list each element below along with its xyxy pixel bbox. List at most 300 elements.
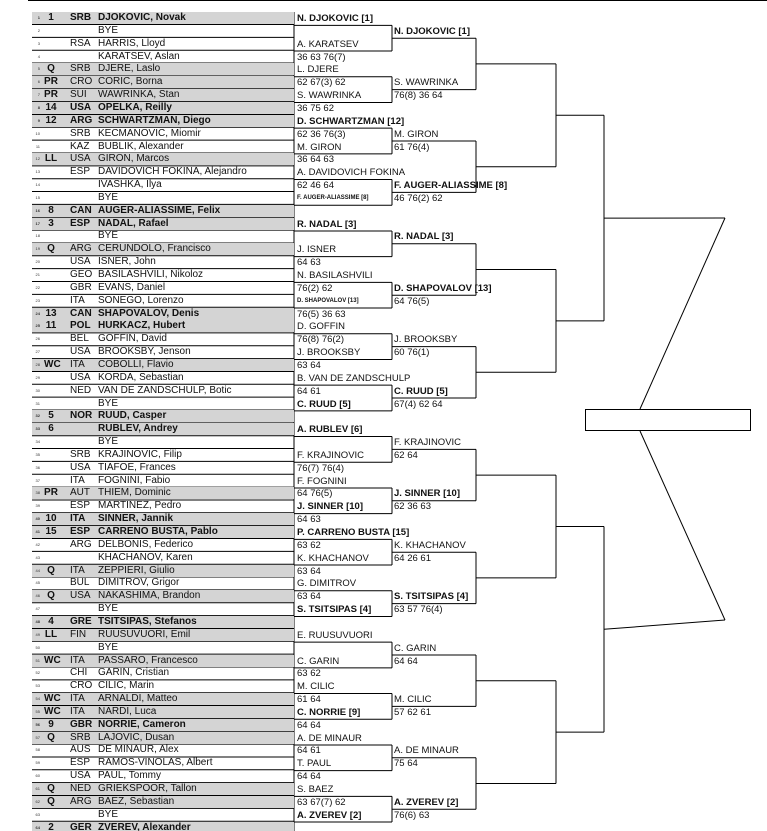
- draw-row: [32, 552, 294, 564]
- player-name: KECMANOVIC, Miomir: [98, 127, 201, 139]
- draw-position: 31: [35, 400, 40, 406]
- draw-row: [32, 423, 294, 435]
- seed-label: Q: [47, 783, 55, 794]
- country-code: GBR: [70, 281, 92, 293]
- draw-row: [32, 744, 294, 756]
- player-name: PAUL, Tommy: [98, 770, 161, 782]
- draw-row: [32, 205, 294, 217]
- draw-row: [32, 822, 294, 831]
- r3-winner: J. SINNER [10]: [394, 488, 460, 500]
- r2-score: 64 76(5): [297, 488, 333, 500]
- draw-row: [32, 12, 294, 24]
- r3-score: 63 57 76(4): [394, 604, 443, 616]
- draw-position: 16: [35, 207, 40, 213]
- country-code: ESP: [70, 217, 91, 229]
- draw-position: 32: [35, 413, 40, 419]
- r2-score: 63 62: [297, 668, 321, 680]
- r2-score: 76(5) 36 63: [297, 308, 346, 320]
- draw-position: 43: [35, 554, 40, 560]
- draw-position: 28: [35, 361, 40, 367]
- r2-score: 64 63: [297, 257, 321, 269]
- r2-winner: J. SINNER [10]: [297, 501, 363, 513]
- seed-label: PR: [44, 76, 58, 88]
- draw-position: 3: [37, 40, 40, 46]
- draw-position: 50: [35, 644, 40, 650]
- draw-row: [32, 256, 294, 268]
- player-name: RAMOS-VINOLAS, Albert: [98, 757, 213, 769]
- r3-winner: M. GIRON: [394, 128, 439, 140]
- seed-label: WC: [44, 654, 61, 666]
- r3-score: 64 26 61: [394, 552, 431, 564]
- draw-position: 45: [35, 580, 40, 586]
- player-name: RUUSUVUORI, Emil: [98, 628, 191, 640]
- r3-score: 62 36 63: [394, 501, 431, 513]
- r2-score: 63 64: [297, 565, 321, 577]
- country-code: ESP: [70, 500, 91, 512]
- draw-position: 62: [35, 798, 40, 804]
- r3-score: 75 64: [394, 758, 418, 770]
- draw-position: 59: [35, 760, 40, 766]
- draw-row: [32, 76, 294, 88]
- draw-row: [32, 796, 294, 808]
- r2-score: 62 36 76(3): [297, 128, 346, 140]
- player-name: MARTINEZ, Pedro: [98, 500, 182, 512]
- draw-position: 33: [35, 426, 40, 432]
- draw-position: 29: [35, 374, 40, 380]
- r3-score: 62 64: [394, 449, 418, 461]
- sf-line: [604, 620, 725, 629]
- draw-position: 14: [35, 182, 40, 188]
- country-code: AUT: [70, 487, 90, 499]
- player-name: GARIN, Cristian: [98, 667, 170, 679]
- draw-row: [32, 89, 294, 101]
- player-name: BYE: [98, 191, 119, 203]
- draw-row: [32, 51, 294, 63]
- r3-winner: F. KRAJINOVIC: [394, 437, 462, 449]
- seed-label: LL: [44, 628, 58, 640]
- draw-position: 27: [35, 349, 40, 355]
- draw-row: [32, 230, 294, 242]
- draw-position: 54: [35, 696, 40, 702]
- r3-winner: J. BROOKSBY: [394, 334, 458, 346]
- country-code: USA: [70, 770, 91, 782]
- player-name: IVASHKA, Ilya: [98, 179, 162, 191]
- seed-label: 13: [45, 307, 57, 319]
- player-name: KRAJINOVIC, Filip: [98, 448, 182, 460]
- draw-row: [32, 565, 294, 577]
- seed-label: Q: [47, 564, 55, 576]
- country-code: CRO: [70, 76, 93, 88]
- r2-score: 62 67(3) 62: [297, 77, 346, 89]
- r2-winner: S. BAEZ: [297, 784, 334, 795]
- seed-label: PR: [44, 89, 58, 101]
- draw-position: 57: [35, 734, 40, 740]
- draw-position: 40: [35, 516, 40, 522]
- r2-winner: J. BROOKSBY: [297, 347, 361, 359]
- player-name: BYE: [98, 641, 119, 653]
- country-code: USA: [70, 101, 92, 113]
- draw-position: 53: [35, 683, 40, 689]
- player-name: GOFFIN, David: [98, 333, 167, 345]
- draw-position: 48: [35, 618, 40, 624]
- draw-position: 20: [35, 259, 40, 265]
- draw-position: 55: [35, 708, 40, 714]
- player-name: RUBLEV, Andrey: [98, 423, 178, 435]
- draw-row: [32, 25, 294, 37]
- seed-label: 11: [45, 320, 57, 332]
- draw-position: 49: [35, 631, 40, 637]
- draw-row: [32, 295, 294, 307]
- draw-position: 2: [37, 27, 40, 33]
- player-name: BYE: [98, 230, 119, 242]
- r2-winner: J. ISNER: [297, 244, 337, 256]
- player-name: BYE: [98, 436, 119, 448]
- seed-label: 9: [48, 718, 54, 730]
- country-code: BUL: [70, 577, 90, 589]
- country-code: GBR: [70, 718, 93, 730]
- country-code: ARG: [70, 795, 92, 807]
- draw-row: [32, 346, 294, 358]
- r2-winner: C. GARIN: [297, 655, 340, 667]
- country-code: ITA: [70, 693, 85, 705]
- draw-position: 35: [35, 451, 40, 457]
- r3-winner: M. CILIC: [394, 694, 432, 706]
- draw-position: 58: [35, 747, 40, 753]
- player-name: BYE: [98, 603, 119, 615]
- country-code: POL: [70, 320, 91, 332]
- seed-label: 5: [48, 410, 54, 422]
- r2-score: 64 61: [297, 745, 321, 757]
- r2-winner: N. DJOKOVIC [1]: [297, 13, 374, 24]
- r2-score: 36 63 76(7): [297, 51, 346, 63]
- country-code: CRO: [70, 680, 93, 692]
- r3-score: 46 76(2) 62: [394, 192, 443, 204]
- player-name: SINNER, Jannik: [98, 513, 174, 525]
- draw-row: [32, 732, 294, 744]
- r2-score: 62 46 64: [297, 180, 334, 192]
- draw-row: [32, 693, 294, 705]
- seed-label: LL: [44, 153, 58, 165]
- r2-score: 63 64: [297, 591, 321, 603]
- seed-label: Q: [47, 795, 55, 807]
- r3-winner: F. AUGER-ALIASSIME [8]: [394, 180, 508, 192]
- draw-position: 60: [35, 773, 40, 779]
- r2-winner: A. DE MINAUR: [297, 732, 362, 744]
- player-name: BUBLIK, Alexander: [98, 140, 184, 152]
- player-name: KARATSEV, Aslan: [98, 50, 180, 62]
- draw-row: [32, 629, 294, 641]
- r2-winner: L. DJERE: [297, 64, 339, 76]
- draw-row: [32, 320, 294, 332]
- country-code: USA: [70, 590, 91, 602]
- country-code: CAN: [70, 307, 92, 319]
- r2-winner: C. RUUD [5]: [297, 398, 351, 410]
- player-name: VAN DE ZANDSCHULP, Botic: [98, 384, 232, 396]
- draw-position: 38: [35, 490, 40, 496]
- draw-row: [32, 603, 294, 615]
- seed-label: 14: [45, 101, 57, 113]
- player-name: BYE: [98, 24, 119, 36]
- r3-winner: A. DE MINAUR: [394, 745, 459, 757]
- draw-row: [32, 308, 294, 320]
- r2-winner: M. CILIC: [297, 681, 335, 693]
- draw-position: 24: [35, 310, 40, 316]
- draw-row: [32, 166, 294, 178]
- draw-row: [32, 282, 294, 294]
- r2-winner: G. DIMITROV: [297, 578, 357, 590]
- draw-position: 19: [35, 246, 40, 252]
- draw-row: [32, 269, 294, 281]
- r2-winner: M. GIRON: [297, 141, 342, 153]
- draw-position: 1: [37, 15, 40, 20]
- player-name: DIMITROV, Grigor: [98, 577, 180, 589]
- player-name: COBOLLI, Flavio: [98, 358, 174, 370]
- draw-row: [32, 179, 294, 191]
- player-name: SHAPOVALOV, Denis: [98, 307, 200, 319]
- draw-row: [32, 333, 294, 345]
- r3-score: 76(6) 63: [394, 809, 430, 821]
- r3-winner: D. SHAPOVALOV [13]: [394, 282, 492, 294]
- draw-position: 23: [35, 297, 40, 303]
- country-code: RSA: [70, 37, 91, 49]
- player-name: THIEM, Dominic: [98, 487, 171, 499]
- player-name: BROOKSBY, Jenson: [98, 346, 191, 358]
- draw-row: [32, 706, 294, 718]
- draw-row: [32, 102, 294, 114]
- draw-row: [32, 128, 294, 140]
- draw-position: 51: [35, 657, 40, 663]
- player-name: ISNER, John: [98, 256, 156, 268]
- r3-score: 67(4) 62 64: [394, 398, 443, 410]
- country-code: FIN: [70, 628, 87, 640]
- draw-position: 8: [37, 104, 40, 110]
- seed-label: Q: [47, 731, 55, 743]
- r3-winner: C. RUUD [5]: [394, 385, 448, 397]
- r3-score: 64 76(5): [394, 295, 430, 307]
- draw-row: [32, 372, 294, 384]
- draw-row: [32, 770, 294, 782]
- seed-label: Q: [47, 63, 55, 75]
- player-name: DELBONIS, Federico: [98, 538, 194, 550]
- draw-row: [32, 487, 294, 499]
- country-code: GEO: [70, 269, 93, 280]
- player-name: DAVIDOVICH FOKINA, Alejandro: [98, 166, 247, 178]
- country-code: CHI: [70, 667, 88, 679]
- country-code: SUI: [70, 89, 87, 101]
- draw-position: 44: [35, 567, 40, 573]
- draw-row: [32, 655, 294, 667]
- country-code: ITA: [70, 705, 85, 717]
- draw-position: 4: [37, 53, 40, 59]
- seed-label: 2: [48, 821, 54, 831]
- r2-winner: A. KARATSEV: [297, 38, 359, 50]
- country-code: SRB: [70, 63, 91, 75]
- player-name: NAKASHIMA, Brandon: [98, 590, 201, 602]
- seed-label: WC: [44, 693, 61, 705]
- r2-winner: K. KHACHANOV: [297, 552, 369, 564]
- player-name: EVANS, Daniel: [98, 281, 166, 293]
- player-name: DJOKOVIC, Novak: [98, 12, 186, 23]
- country-code: ESP: [70, 526, 91, 537]
- r2-winner: A. RUBLEV [6]: [297, 424, 363, 436]
- player-name: CERUNDOLO, Francisco: [98, 243, 211, 255]
- player-name: TSITSIPAS, Stefanos: [98, 615, 197, 627]
- draw-position: 25: [35, 323, 40, 329]
- draw-row: [32, 63, 294, 75]
- r3-winner: A. ZVEREV [2]: [394, 796, 459, 808]
- player-name: RUUD, Casper: [98, 410, 167, 422]
- country-code: ITA: [70, 358, 85, 370]
- draw-position: 21: [35, 272, 40, 277]
- r2-winner: D. GOFFIN: [297, 321, 346, 333]
- draw-row: [32, 218, 294, 230]
- country-code: ITA: [70, 294, 85, 306]
- country-code: CAN: [70, 204, 92, 216]
- seed-label: 8: [48, 204, 54, 216]
- draw-row: [32, 680, 294, 692]
- r2-score: 76(8) 76(2): [297, 334, 344, 346]
- draw-row: [32, 719, 294, 731]
- draw-row: [32, 616, 294, 628]
- draw-position: 34: [35, 439, 40, 445]
- r3-score: 64 64: [394, 655, 418, 667]
- country-code: USA: [70, 346, 91, 358]
- r2-score: 63 62: [297, 539, 321, 551]
- country-code: SRB: [70, 12, 92, 23]
- draw-row: [32, 667, 294, 679]
- player-name: ZEPPIERI, Giulio: [98, 564, 175, 576]
- draw-position: 47: [35, 606, 40, 612]
- r3-score: 76(8) 36 64: [394, 90, 443, 102]
- r2-score: 76(2) 62: [297, 282, 333, 294]
- seed-label: 6: [48, 423, 54, 435]
- r2-score: 64 64: [297, 771, 321, 783]
- seed-label: 12: [45, 114, 57, 126]
- player-name: SCHWARTZMAN, Diego: [98, 114, 211, 126]
- draw-position: 46: [35, 593, 40, 599]
- draw-position: 63: [35, 811, 40, 817]
- country-code: SRB: [70, 127, 91, 139]
- seed-label: 3: [48, 217, 54, 229]
- player-name: KORDA, Sebastian: [98, 371, 184, 383]
- r3-winner: R. NADAL [3]: [394, 231, 454, 243]
- player-name: CARRENO BUSTA, Pablo: [98, 526, 218, 537]
- r2-winner: E. RUUSUVUORI: [297, 629, 373, 641]
- player-name: NARDI, Luca: [98, 705, 157, 717]
- country-code: USA: [70, 256, 91, 268]
- draw-row: [32, 783, 294, 795]
- draw-position: 64: [35, 824, 40, 830]
- country-code: USA: [70, 461, 91, 473]
- country-code: ARG: [70, 538, 92, 550]
- sf-diagonal: [640, 431, 725, 620]
- draw-row: [32, 436, 294, 448]
- player-name: HURKACZ, Hubert: [98, 320, 186, 332]
- player-name: ZVEREV, Alexander: [98, 821, 191, 831]
- seed-label: WC: [44, 705, 61, 717]
- r2-score: 63 67(7) 62: [297, 796, 346, 808]
- draw-position: 52: [35, 670, 40, 676]
- draw-position: 61: [35, 786, 40, 791]
- country-code: NED: [70, 783, 92, 794]
- draw-position: 56: [35, 721, 40, 727]
- seed-label: PR: [44, 487, 58, 499]
- draw-row: [32, 153, 294, 165]
- draw-position: 42: [35, 541, 40, 547]
- r2-score: 64 64: [297, 719, 321, 731]
- draw-position: 18: [35, 233, 40, 239]
- draw-row: [32, 141, 294, 153]
- country-code: USA: [70, 371, 91, 383]
- seed-label: 15: [45, 526, 57, 537]
- country-code: NED: [70, 384, 92, 396]
- country-code: ITA: [70, 513, 86, 525]
- r2-score: 76(7) 76(4): [297, 462, 344, 474]
- draw-position: 39: [35, 503, 40, 509]
- r3-winner: S. WAWRINKA: [394, 77, 459, 89]
- r3-winner: S. TSITSIPAS [4]: [394, 591, 469, 603]
- draw-row: [32, 410, 294, 422]
- player-name: TIAFOE, Frances: [98, 461, 176, 473]
- player-name: ARNALDI, Matteo: [98, 693, 178, 705]
- draw-row: [32, 500, 294, 512]
- draw-row: [32, 359, 294, 371]
- player-name: DE MINAUR, Alex: [98, 744, 179, 756]
- r2-winner: T. PAUL: [297, 758, 332, 770]
- seed-label: 10: [45, 513, 57, 525]
- sf-diagonal: [640, 218, 725, 409]
- country-code: GER: [70, 821, 92, 831]
- player-name: OPELKA, Reilly: [98, 101, 172, 113]
- draw-row: [32, 809, 294, 821]
- r2-winner: S. WAWRINKA: [297, 90, 362, 102]
- player-name: NADAL, Rafael: [98, 217, 169, 229]
- r3-winner: C. GARIN: [394, 642, 437, 654]
- draw-position: 22: [35, 284, 40, 290]
- country-code: ARG: [70, 114, 93, 126]
- r2-score: 63 64: [297, 359, 321, 371]
- player-name: GIRON, Marcos: [98, 153, 170, 165]
- player-name: WAWRINKA, Stan: [98, 89, 180, 101]
- draw-row: [32, 38, 294, 50]
- player-name: BYE: [98, 808, 119, 820]
- player-name: BASILASHVILI, Nikoloz: [98, 269, 204, 280]
- draw-row: [32, 192, 294, 204]
- country-code: GRE: [70, 615, 92, 627]
- player-name: SONEGO, Lorenzo: [98, 294, 184, 306]
- r2-winner: D. SHAPOVALOV [13]: [297, 297, 359, 304]
- draw-position: 37: [35, 477, 40, 483]
- r2-winner: F. KRAJINOVIC: [297, 449, 365, 461]
- draw-position: 5: [37, 66, 40, 72]
- player-name: AUGER-ALIASSIME, Felix: [98, 204, 221, 216]
- r2-winner: P. CARRENO BUSTA [15]: [297, 527, 410, 538]
- r2-score: 36 75 62: [297, 102, 334, 114]
- draw-position: 12: [35, 156, 40, 162]
- player-name: NORRIE, Cameron: [98, 718, 186, 730]
- country-code: BEL: [70, 333, 89, 345]
- draw-position: 26: [35, 336, 40, 342]
- player-name: HARRIS, Lloyd: [98, 37, 166, 49]
- r2-winner: A. DAVIDOVICH FOKINA: [297, 167, 406, 179]
- country-code: ESP: [70, 757, 91, 769]
- seed-label: 4: [48, 615, 54, 627]
- country-code: ITA: [70, 474, 85, 486]
- draw-position: 41: [35, 529, 40, 534]
- r3-winner: K. KHACHANOV: [394, 539, 466, 551]
- country-code: USA: [70, 153, 91, 165]
- draw-row: [32, 577, 294, 589]
